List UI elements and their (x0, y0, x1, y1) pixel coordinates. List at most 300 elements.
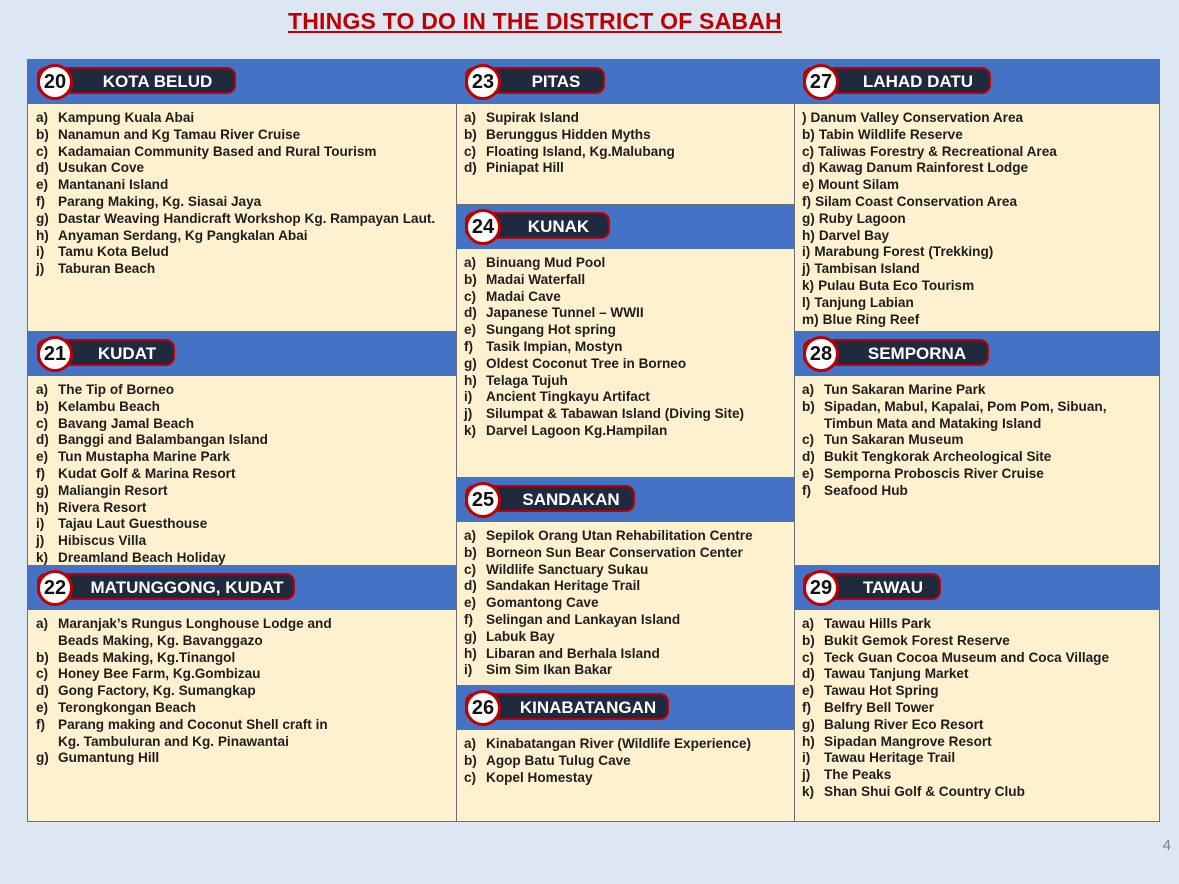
item-text: Tamu Kota Belud (58, 244, 169, 260)
attraction-item (802, 382, 1107, 399)
item-letter: k) (802, 277, 815, 293)
item-text: Taburan Beach (58, 261, 156, 277)
attraction-item (464, 423, 744, 440)
item-text: Sandakan Heritage Trail (486, 578, 641, 594)
district-number-badge: 22 (37, 570, 73, 606)
item-text: Semporna Proboscis River Cruise (824, 465, 1044, 481)
item-text: Tun Sakaran Marine Park (824, 382, 986, 397)
item-letter: a) (36, 616, 49, 631)
item-text: Nanamun and Kg Tamau River Cruise (58, 126, 301, 142)
attraction-item (464, 127, 675, 144)
item-text: Parang making and Coconut Shell craft in (58, 716, 328, 732)
item-text: Agop Batu Tulug Cave (486, 752, 631, 768)
attraction-item (36, 750, 332, 767)
attraction-item (36, 416, 268, 433)
item-text: Kopel Homestay (486, 769, 593, 785)
district-number-badge: 25 (465, 482, 501, 518)
item-text: Berunggus Hidden Myths (486, 126, 651, 142)
attraction-item (36, 127, 435, 144)
item-text: Bukit Tengkorak Archeological Site (824, 449, 1052, 465)
attraction-list (464, 528, 753, 679)
item-letter: k) (464, 422, 477, 438)
item-text: Beads Making, Kg.Tinangol (58, 649, 236, 665)
attraction-item (802, 432, 1107, 449)
section-semporna (794, 331, 1159, 565)
district-name: MATUNGGONG, KUDAT (90, 578, 284, 597)
section-header (456, 60, 794, 104)
item-text: Silam Coast Conservation Area (815, 193, 1018, 209)
attraction-item (36, 228, 435, 245)
item-text: Beads Making, Kg. Bavanggazo (58, 632, 263, 648)
attraction-item (36, 650, 332, 667)
district-name: TAWAU (862, 578, 924, 597)
item-text: Japanese Tunnel – WWII (486, 305, 644, 321)
attraction-item (464, 272, 744, 289)
attraction-item (36, 683, 332, 700)
item-text: Kinabatangan River (Wildlife Experience) (486, 736, 752, 751)
attraction-item (36, 734, 332, 751)
section-header (28, 60, 456, 104)
item-text: Binuang Mud Pool (486, 255, 606, 270)
item-letter: e) (36, 449, 49, 465)
item-letter: i) (464, 389, 473, 405)
attraction-list (464, 736, 751, 786)
section-matunggong (28, 565, 456, 821)
section-header (794, 332, 1159, 376)
item-letter: f) (464, 338, 474, 354)
item-text: Anyaman Serdang, Kg Pangkalan Abai (58, 227, 308, 243)
attraction-item (36, 466, 268, 483)
item-letter: a) (36, 382, 49, 397)
district-name: SANDAKAN (522, 490, 620, 509)
item-letter: j) (464, 406, 473, 422)
attraction-item (464, 406, 744, 423)
attraction-item (36, 160, 435, 177)
item-text: Terongkongan Beach (58, 699, 196, 715)
item-letter: i) (802, 750, 811, 766)
item-letter: c) (464, 769, 477, 785)
attraction-item (802, 683, 1109, 700)
item-letter: b) (802, 126, 815, 142)
district-number-badge: 20 (37, 64, 73, 100)
item-text: Kawag Danum Rainforest Lodge (818, 160, 1029, 176)
item-text: Danum Valley Conservation Area (810, 110, 1024, 125)
item-letter: f) (802, 193, 812, 209)
attraction-item (802, 734, 1109, 751)
district-number-badge: 21 (37, 336, 73, 372)
item-letter: d) (464, 578, 477, 594)
item-text: Hibiscus Villa (58, 533, 147, 549)
item-letter: e) (802, 177, 815, 193)
item-text: Maliangin Resort (58, 482, 168, 498)
item-text: Tambisan Island (814, 261, 920, 277)
item-text: Selingan and Lankayan Island (486, 611, 681, 627)
attraction-list (802, 382, 1107, 500)
attraction-item (36, 717, 332, 734)
item-letter: e) (464, 595, 477, 611)
item-letter: k) (36, 549, 49, 565)
attraction-item (464, 373, 744, 390)
section-kota-belud (28, 60, 456, 331)
item-text: Usukan Cove (58, 160, 145, 176)
section-header (456, 686, 794, 730)
district-name: KUNAK (527, 217, 590, 236)
attraction-item (464, 662, 753, 679)
attraction-item (464, 255, 744, 272)
item-letter: c) (36, 415, 49, 431)
item-letter: d) (36, 432, 49, 448)
item-text: Taliwas Forestry & Recreational Area (818, 143, 1057, 159)
attraction-item (464, 356, 744, 373)
item-text: Telaga Tujuh (486, 372, 568, 388)
attraction-item (36, 432, 268, 449)
attraction-item (802, 784, 1109, 801)
item-letter: d) (802, 160, 815, 176)
item-letter: h) (464, 645, 477, 661)
item-letter: g) (36, 210, 49, 226)
item-letter: b) (36, 649, 49, 665)
item-letter: e) (36, 177, 49, 193)
attraction-item (802, 144, 1057, 161)
item-text: Wildlife Sanctuary Sukau (486, 561, 649, 577)
column-left (28, 60, 457, 821)
district-name: SEMPORNA (867, 344, 967, 363)
item-letter: g) (36, 482, 49, 498)
item-letter: c) (802, 143, 815, 159)
attraction-item (36, 399, 268, 416)
section-header (28, 332, 456, 376)
item-text: Kelambu Beach (58, 398, 160, 414)
attraction-item (36, 211, 435, 228)
attraction-item (36, 633, 332, 650)
item-text: Floating Island, Kg.Malubang (486, 143, 675, 159)
item-letter: h) (802, 733, 815, 749)
item-letter: a) (36, 110, 49, 125)
attraction-item (802, 160, 1057, 177)
item-text: Tabin Wildlife Reserve (818, 126, 963, 142)
district-name: LAHAD DATU (862, 72, 974, 91)
item-text: Gomantong Cave (486, 595, 599, 611)
attraction-item (802, 399, 1107, 416)
attraction-item (464, 305, 744, 322)
attraction-item (36, 382, 268, 399)
item-text: Shan Shui Golf & Country Club (824, 783, 1025, 799)
attraction-list (464, 110, 675, 177)
attraction-item (464, 160, 675, 177)
attraction-item (802, 666, 1109, 683)
item-text: Mount Silam (818, 177, 899, 193)
attraction-item (464, 646, 753, 663)
attraction-list (36, 616, 332, 767)
item-text: Borneon Sun Bear Conservation Center (486, 544, 743, 560)
item-text: Darvel Bay (818, 227, 890, 243)
item-text: Balung River Eco Resort (824, 716, 984, 732)
attraction-item (802, 228, 1057, 245)
item-letter: b) (802, 398, 815, 414)
section-header (28, 566, 456, 610)
item-text: Teck Guan Cocoa Museum and Coca Village (824, 649, 1110, 665)
item-letter: g) (464, 628, 477, 644)
item-text: Piniapat Hill (486, 160, 564, 176)
attraction-item (464, 595, 753, 612)
item-text: Tawau Tanjung Market (824, 666, 969, 682)
item-text: Tawau Hot Spring (824, 683, 939, 699)
item-letter: a) (464, 528, 477, 543)
item-text: The Peaks (824, 767, 892, 783)
item-letter: d) (464, 305, 477, 321)
attraction-item (802, 312, 1057, 329)
attraction-item (464, 736, 751, 753)
item-letter: g) (802, 210, 815, 226)
attraction-item (802, 717, 1109, 734)
item-letter: f) (464, 611, 474, 627)
item-letter: h) (464, 372, 477, 388)
attraction-item (36, 700, 332, 717)
item-text: Sipadan Mangrove Resort (824, 733, 992, 749)
attraction-list (36, 382, 268, 567)
attraction-item (36, 144, 435, 161)
item-text: Tajau Laut Guesthouse (58, 516, 208, 532)
item-text: Seafood Hub (824, 482, 908, 498)
attraction-item (802, 261, 1057, 278)
item-letter: j) (802, 767, 811, 783)
attraction-item (464, 770, 751, 787)
item-letter: ) (802, 110, 807, 125)
attraction-item (802, 700, 1109, 717)
item-text: Parang Making, Kg. Siasai Jaya (58, 193, 262, 209)
district-number-badge: 29 (803, 570, 839, 606)
column-right (794, 60, 1159, 821)
item-text: Dastar Weaving Handicraft Workshop Kg. Rampayan Laut. (58, 210, 436, 226)
district-number-badge: 23 (465, 64, 501, 100)
item-text: Maranjak’s Rungus Longhouse Lodge and (58, 616, 332, 631)
section-pitas (456, 60, 794, 204)
attraction-item (464, 110, 675, 127)
attraction-item (36, 261, 435, 278)
item-letter: i) (36, 244, 45, 260)
item-letter: c) (802, 649, 815, 665)
attraction-item (802, 767, 1109, 784)
item-letter: b) (36, 398, 49, 414)
item-letter: d) (802, 666, 815, 682)
item-text: Ruby Lagoon (818, 210, 906, 226)
attraction-item (36, 666, 332, 683)
item-letter: i) (464, 662, 473, 678)
section-header (456, 205, 794, 249)
district-number-badge: 24 (465, 209, 501, 245)
item-letter: c) (36, 143, 49, 159)
districts-board (27, 59, 1160, 822)
page-title: THINGS TO DO IN THE DISTRICT OF SABAH (288, 8, 782, 34)
item-text: Tanjung Labian (814, 294, 914, 310)
item-text: Kudat Golf & Marina Resort (58, 465, 236, 481)
item-letter: d) (464, 160, 477, 176)
item-text: Kg. Tambuluran and Kg. Pinawantai (58, 733, 289, 749)
attraction-item (464, 578, 753, 595)
item-text: Tawau Heritage Trail (824, 750, 956, 766)
attraction-item (802, 466, 1107, 483)
attraction-item (802, 127, 1057, 144)
item-text: Sipadan, Mabul, Kapalai, Pom Pom, Sibuan, (824, 398, 1107, 414)
item-text: Oldest Coconut Tree in Borneo (486, 355, 687, 371)
district-name: KOTA BELUD (102, 72, 213, 91)
item-text: Kadamaian Community Based and Rural Tourism (58, 143, 377, 159)
item-letter: j) (36, 533, 45, 549)
item-text: The Tip of Borneo (58, 382, 175, 397)
district-name: KUDAT (97, 344, 157, 363)
item-letter: c) (36, 666, 49, 682)
item-letter: b) (464, 126, 477, 142)
item-text: Silumpat & Tabawan Island (Diving Site) (486, 406, 745, 422)
item-text: Darvel Lagoon Kg.Hampilan (486, 422, 668, 438)
item-letter: f) (36, 193, 46, 209)
district-number-badge: 27 (803, 64, 839, 100)
attraction-item (464, 545, 753, 562)
item-letter: e) (802, 683, 815, 699)
attraction-item (464, 322, 744, 339)
item-letter: e) (802, 465, 815, 481)
page-number: 4 (1162, 837, 1171, 854)
item-letter: h) (36, 227, 49, 243)
item-text: Tun Sakaran Museum (824, 432, 964, 448)
item-letter: h) (802, 227, 815, 243)
attraction-item (36, 616, 332, 633)
attraction-list (802, 616, 1109, 801)
attraction-item (802, 416, 1107, 433)
attraction-item (36, 177, 435, 194)
district-name: KINABATANGAN (519, 698, 657, 717)
item-letter: g) (802, 716, 815, 732)
item-text: Tawau Hills Park (824, 616, 932, 631)
item-text: Bukit Gemok Forest Reserve (824, 632, 1010, 648)
item-letter: g) (36, 750, 49, 766)
section-kunak (456, 204, 794, 477)
item-letter: l) (802, 294, 811, 310)
item-text: Labuk Bay (486, 628, 555, 644)
attraction-list (464, 255, 744, 440)
item-letter: a) (464, 255, 477, 270)
item-letter: f) (802, 699, 812, 715)
item-text: Supirak Island (486, 110, 579, 125)
attraction-item (802, 483, 1107, 500)
section-lahad-datu (794, 60, 1159, 331)
item-letter: d) (36, 683, 49, 699)
attraction-item (36, 244, 435, 261)
item-letter: i) (36, 516, 45, 532)
section-sandakan (456, 477, 794, 685)
item-text: Libaran and Berhala Island (486, 645, 660, 661)
item-text: Marabung Forest (Trekking) (814, 244, 994, 260)
item-text: Belfry Bell Tower (824, 699, 935, 715)
attraction-item (802, 244, 1057, 261)
attraction-item (464, 612, 753, 629)
item-letter: j) (36, 261, 45, 277)
section-kudat (28, 331, 456, 565)
item-text: Honey Bee Farm, Kg.Gombizau (58, 666, 261, 682)
item-text: Madai Cave (486, 288, 561, 304)
attraction-item (802, 750, 1109, 767)
item-letter: f) (36, 716, 46, 732)
attraction-item (464, 389, 744, 406)
item-text: Madai Waterfall (486, 271, 586, 287)
item-text: Tun Mustapha Marine Park (58, 449, 230, 465)
attraction-item (802, 194, 1057, 211)
attraction-item (802, 616, 1109, 633)
attraction-item (802, 110, 1057, 127)
item-text: Sim Sim Ikan Bakar (486, 662, 613, 678)
section-header (456, 478, 794, 522)
item-text: Mantanani Island (58, 177, 169, 193)
attraction-item (36, 533, 268, 550)
item-letter: m) (802, 311, 819, 327)
attraction-item (464, 289, 744, 306)
attraction-item (464, 339, 744, 356)
district-name-pill (37, 573, 295, 600)
attraction-item (464, 629, 753, 646)
item-letter: f) (36, 465, 46, 481)
attraction-item (36, 110, 435, 127)
item-letter: i) (802, 244, 811, 260)
column-middle (456, 60, 795, 821)
item-letter: a) (464, 736, 477, 751)
item-text: Bavang Jamal Beach (58, 415, 195, 431)
attraction-item (36, 516, 268, 533)
district-name: PITAS (531, 72, 581, 91)
item-text: Tasik Impian, Mostyn (486, 338, 623, 354)
attraction-item (464, 753, 751, 770)
item-letter: f) (802, 482, 812, 498)
item-letter: b) (464, 544, 477, 560)
item-letter: c) (802, 432, 815, 448)
item-letter: j) (802, 261, 811, 277)
attraction-item (802, 177, 1057, 194)
attraction-item (36, 483, 268, 500)
item-letter: b) (464, 271, 477, 287)
item-letter: b) (802, 632, 815, 648)
item-letter: c) (464, 561, 477, 577)
item-letter: d) (36, 160, 49, 176)
item-text: Blue Ring Reef (822, 311, 920, 327)
item-text: Kampung Kuala Abai (58, 110, 195, 125)
attraction-list (36, 110, 435, 278)
section-kinabatangan (456, 685, 794, 821)
attraction-item (802, 449, 1107, 466)
attraction-item (36, 449, 268, 466)
item-text: Rivera Resort (58, 499, 147, 515)
item-letter: h) (36, 499, 49, 515)
district-number-badge: 28 (803, 336, 839, 372)
item-letter: e) (464, 322, 477, 338)
attraction-item (464, 562, 753, 579)
section-tawau (794, 565, 1159, 821)
item-text: Sepilok Orang Utan Rehabilitation Centre (486, 528, 753, 543)
attraction-item (36, 500, 268, 517)
item-text: Ancient Tingkayu Artifact (486, 389, 650, 405)
item-letter: b) (36, 126, 49, 142)
item-letter: c) (464, 143, 477, 159)
item-letter: k) (802, 783, 815, 799)
attraction-item (464, 144, 675, 161)
item-letter: a) (802, 616, 815, 631)
item-text: Timbun Mata and Mataking Island (824, 415, 1042, 431)
item-text: Pulau Buta Eco Tourism (818, 277, 975, 293)
item-letter: a) (802, 382, 815, 397)
attraction-list (802, 110, 1057, 328)
attraction-item (464, 528, 753, 545)
item-text: Gumantung Hill (58, 750, 160, 766)
section-header (794, 566, 1159, 610)
item-letter: b) (464, 752, 477, 768)
